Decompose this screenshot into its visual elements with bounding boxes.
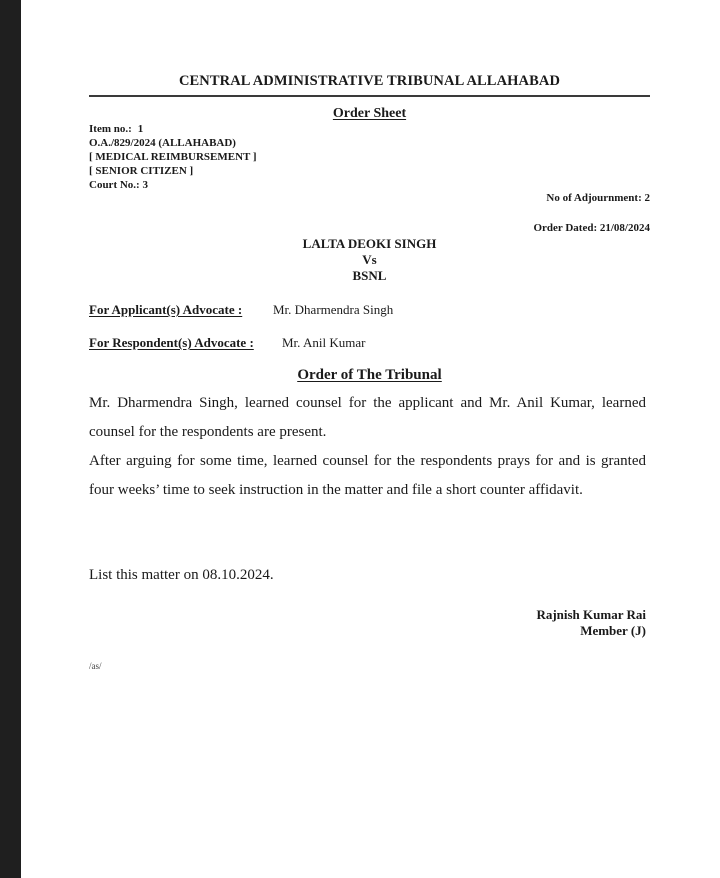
applicant-advocate-name: Mr. Dharmendra Singh bbox=[273, 302, 394, 317]
viewer-left-edge bbox=[0, 0, 21, 878]
order-paragraph-appearance: Mr. Dharmendra Singh, learned counsel for the applicant and Mr. Anil Kumar, learned counsel for the respondents are present. bbox=[89, 395, 646, 440]
applicant-advocate-label: For Applicant(s) Advocate : bbox=[89, 302, 243, 317]
case-category-medical: [ MEDICAL REIMBURSEMENT ] bbox=[89, 151, 257, 163]
respondent-advocate-name: Mr. Anil Kumar bbox=[282, 335, 366, 350]
item-number-value: 1 bbox=[137, 123, 144, 135]
signatory-designation: Member (J) bbox=[580, 623, 646, 638]
court-number: Court No.: 3 bbox=[89, 179, 148, 191]
case-details bbox=[89, 122, 257, 192]
signature-block bbox=[536, 607, 646, 639]
order-paragraph-adjournment: After arguing for some time, learned counsel for the respondents prays for and is granted four weeks’ time to seek instruction in the matter and file a short counter affidavit. bbox=[89, 453, 646, 498]
versus-label: Vs bbox=[362, 252, 377, 267]
adjournment-count: No of Adjournment: 2 bbox=[546, 192, 650, 204]
applicant-party: LALTA DEOKI SINGH bbox=[302, 236, 437, 251]
respondent-party: BSNL bbox=[352, 268, 387, 283]
case-number: O.A./829/2024 (ALLAHABAD) bbox=[89, 137, 236, 149]
header-divider bbox=[89, 95, 650, 97]
signatory-name: Rajnish Kumar Rai bbox=[536, 607, 646, 622]
order-sheet-title bbox=[89, 106, 650, 122]
item-number-label: Item no.: bbox=[89, 123, 132, 135]
order-sheet-label: Order Sheet bbox=[332, 106, 407, 121]
order-heading bbox=[89, 367, 650, 384]
case-category-senior: [ SENIOR CITIZEN ] bbox=[89, 165, 194, 177]
listing-date: List this matter on 08.10.2024. bbox=[89, 567, 274, 583]
tribunal-title: CENTRAL ADMINISTRATIVE TRIBUNAL ALLAHABAD bbox=[178, 73, 561, 89]
item-number bbox=[89, 122, 257, 136]
order-heading-text: Order of The Tribunal bbox=[297, 367, 442, 383]
clerk-initials: /as/ bbox=[89, 661, 102, 671]
order-date: Order Dated: 21/08/2024 bbox=[533, 222, 650, 234]
respondent-advocate-label: For Respondent(s) Advocate : bbox=[89, 335, 254, 350]
case-parties bbox=[89, 236, 650, 284]
